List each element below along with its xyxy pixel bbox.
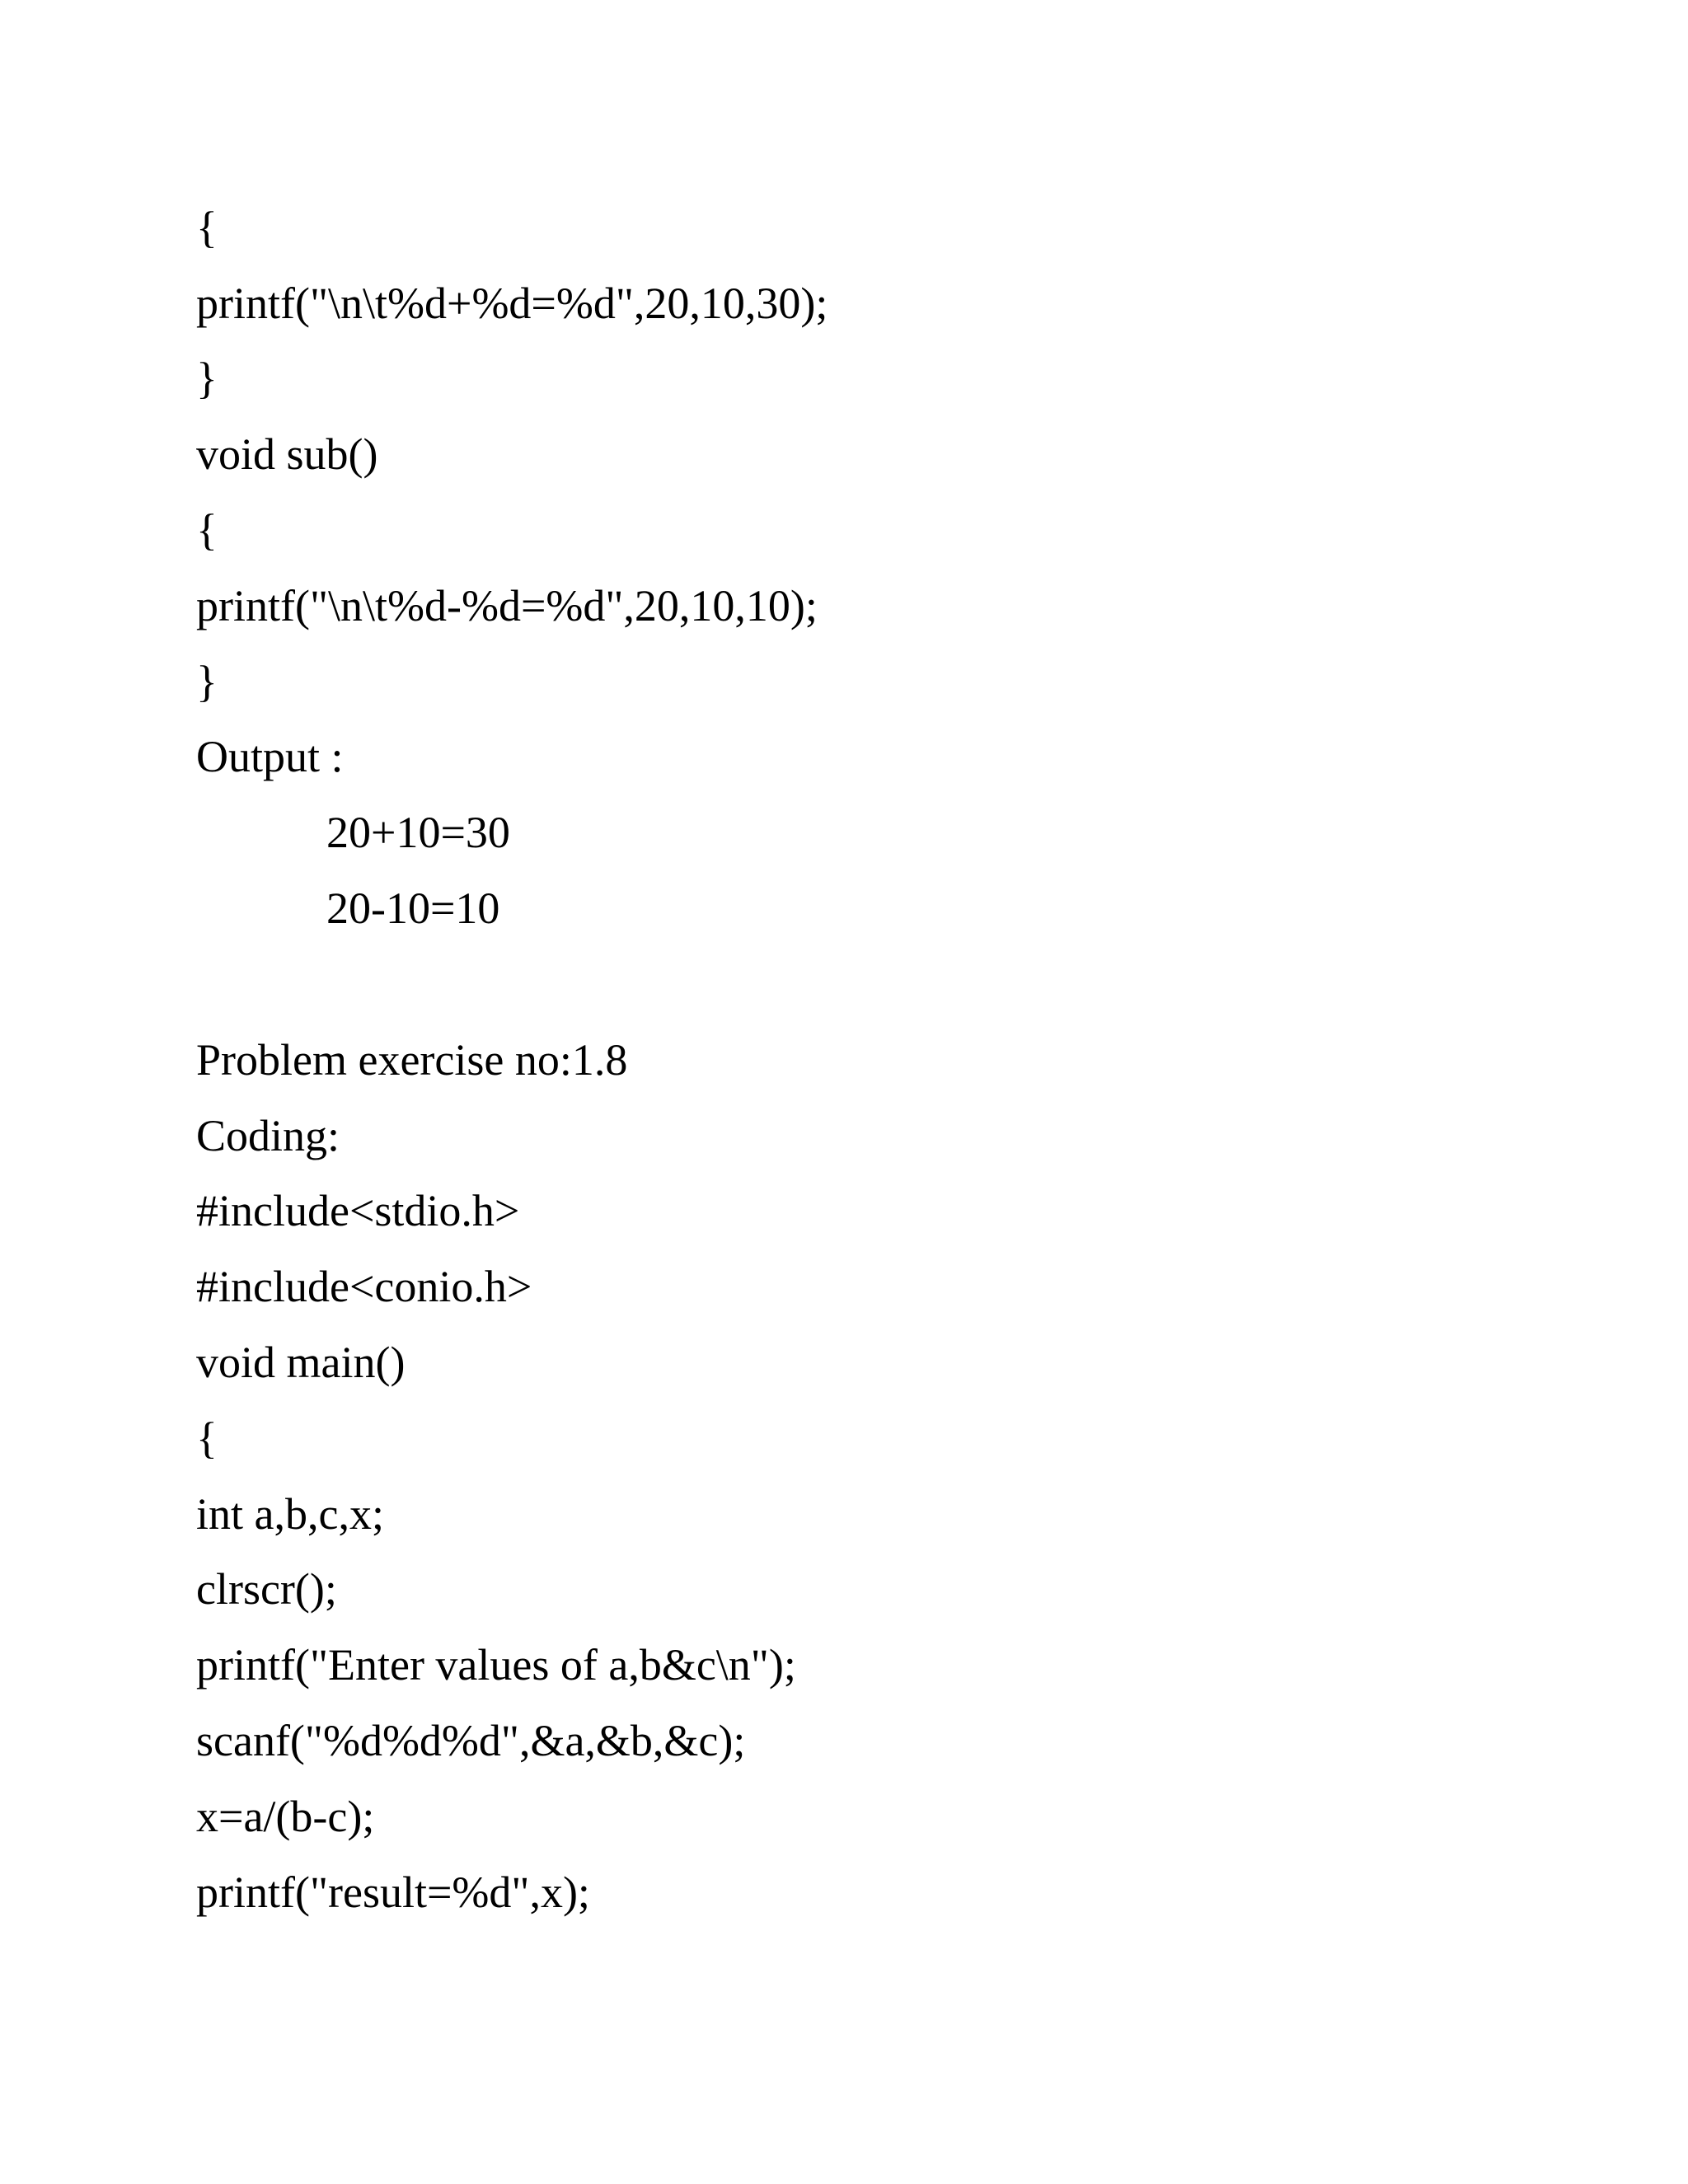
- code-line: printf("Enter values of a,b&c\n");: [196, 1640, 796, 1690]
- code-line: printf("result=%d",x);: [196, 1868, 590, 1917]
- output-line: 20+10=30: [326, 808, 510, 857]
- output-line: 20-10=10: [326, 883, 500, 933]
- coding-label: Coding:: [196, 1111, 340, 1160]
- problem-title: Problem exercise no:1.8: [196, 1035, 628, 1085]
- code-line: x=a/(b-c);: [196, 1792, 375, 1841]
- output-label: Output :: [196, 732, 344, 781]
- code-line: int a,b,c,x;: [196, 1489, 384, 1539]
- code-line: printf("\n\t%d-%d=%d",20,10,10);: [196, 581, 818, 630]
- code-line: #include<conio.h>: [196, 1262, 532, 1311]
- code-line: }: [196, 657, 218, 706]
- code-line: clrscr();: [196, 1564, 337, 1614]
- code-line: {: [196, 1413, 218, 1463]
- code-line: #include<stdio.h>: [196, 1186, 520, 1235]
- code-line: {: [196, 203, 218, 252]
- code-line: {: [196, 505, 218, 555]
- code-line: void main(): [196, 1338, 406, 1387]
- code-line: }: [196, 354, 218, 403]
- code-line: scanf("%d%d%d",&a,&b,&c);: [196, 1716, 746, 1765]
- code-line: printf("\n\t%d+%d=%d",20,10,30);: [196, 279, 828, 328]
- code-line: void sub(): [196, 429, 378, 479]
